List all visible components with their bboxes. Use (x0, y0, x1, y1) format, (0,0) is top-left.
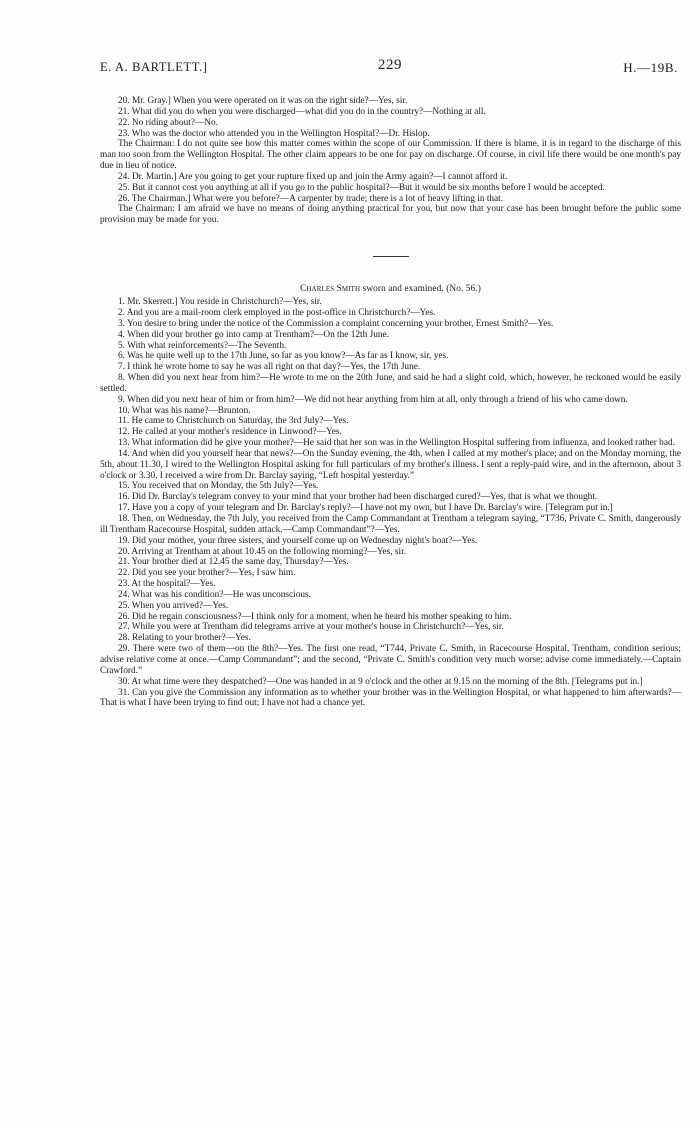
paragraph: 12. He called at your mother's residence in Linwood?—Yes. (118, 427, 342, 438)
paragraph: 26. Did he regain consciousness?—I think only for a moment, when he heard his mother speaking to him. (118, 611, 512, 622)
page-number: 229 (377, 57, 403, 73)
paragraph: 29. There were two of them—on the 8th?—Yes. The first one read, “T744, Private C. Smith, in Racecourse Hospital, Trentham, condition serious; advise relative come at once.—Camp Commandant”; and the second, “Private C. Smith's condition very much worse; advise come immediately.—Captain Crawford.” (100, 644, 681, 676)
paragraph: 9. When did you next hear of him or from him?—We did not hear anything from him at all, only through a friend of his who came down. (118, 394, 628, 405)
paragraph: 21. Your brother died at 12.45 the same day, Thursday?—Yes. (118, 557, 349, 568)
paragraph: 28. Relating to your brother?—Yes. (118, 633, 251, 644)
paragraph: 2. And you are a mail-room clerk employed in the post-office in Christchurch?—Yes. (118, 307, 436, 318)
paragraph: The Chairman: I am afraid we have no means of doing anything practical for you, but now that your case has been brought before the public some provision may be made for you. (100, 204, 681, 226)
paragraph: 7. I think he wrote home to say he was all right on that day?—Yes, the 17th June. (118, 362, 421, 373)
paragraph: 23. Who was the doctor who attended you in the Wellington Hospital?—Dr. Hislop. (118, 128, 430, 139)
paragraph: 24. Dr. Martin.] Are you going to get your rupture fixed up and join the Army again?—I cannot afford it. (118, 171, 508, 182)
paragraph: 24. What was his condition?—He was unconscious. (118, 589, 311, 600)
report-code: H.—19B. (623, 60, 678, 75)
witness-name: Charles Smith (300, 284, 361, 295)
paragraph: 11. He came to Christchurch on Saturday, the 3rd July?—Yes. (118, 416, 349, 427)
paragraph: 5. With what reinforcements?—The Seventh. (118, 340, 287, 351)
paragraph: 22. No riding about?—No. (118, 117, 218, 128)
paragraph: 22. Did you see your brother?—Yes, I saw him. (118, 568, 296, 579)
paragraph: 6. Was he quite well up to the 17th June, so far as you know?—As far as I know, sir, yes. (118, 351, 449, 362)
paragraph: 3. You desire to bring under the notice of the Commission a complaint concerning your brother, Ernest Smith?—Yes. (118, 318, 554, 329)
paragraph: 25. When you arrived?—Yes. (118, 600, 229, 611)
paragraph: 10. What was his name?—Brunton. (118, 405, 251, 416)
paragraph: 31. Can you give the Commission any information as to whether your brother was in the Wellington Hospital, or what happened to him afterwards?—That is what I have been trying to find out; I have not had a chance yet. (100, 687, 681, 709)
paragraph: 21. What did you do when you were discharged—what did you do in the country?—Nothing at all. (118, 106, 486, 117)
paragraph: 18. Then, on Wednesday, the 7th July, you received from the Camp Commandant at Trentham a telegram saying, “T736, Private C. Smith, dangerously ill Trentham Racecourse Hospital, sudden attack.—Camp Commandant”?—Yes. (100, 514, 681, 535)
paragraph: 20. Arriving at Trentham at about 10.45 on the following morning?—Yes, sir. (118, 546, 407, 557)
paragraph: 23. At the hospital?—Yes. (118, 579, 216, 590)
paragraph: 19. Did your mother, your three sisters, and yourself come up on Wednesday night's boat?—Yes. (118, 535, 478, 546)
paragraph: 13. What information did he give your mother?—He said that her son was in the Wellington Hospital suffering from influenza, and looked rather bad. (118, 438, 675, 449)
section-one (100, 96, 681, 226)
witness-running-head: E. A. BARTLETT.] (100, 60, 208, 74)
paragraph: 8. When did you next hear from him?—He wrote to me on the 20th June, and said he had a slight cold, which, however, he reckoned would be easily settled. (100, 373, 681, 394)
paragraph: The Chairman: I do not quite see how this matter comes within the scope of our Commission. If there is blame, it is in regard to the discharge of this man too soon from the Wellington Hospital. The other claim appears to be one for pay on discharge. Of course, in civil life there would be one month's pay due in lieu of notice. (100, 139, 681, 172)
witness-heading-rest: sworn and examined. (No. 56.) (360, 284, 481, 295)
paragraph: 25. But it cannot cost you anything at all if you go to the public hospital?—But it would be six months before I would be accepted. (118, 182, 605, 193)
paragraph: 14. And when did you yourself hear that news?—On the Sunday evening, the 4th, when I called at my mother's place; and on the Monday morning, the 5th, about 11.30, I wired to the Wellington Hospital asking for full particulars of my brother's illness. I sent a reply-paid wire, and in the afternoon, about 3 o'clock or 3.30, I received a wire from Dr. Barclay saying, “Left hospital yesterday.” (100, 448, 681, 481)
paragraph: 27. While you were at Trentham did telegrams arrive at your mother's house in Christchurch?—Yes, sir. (118, 622, 504, 633)
page-header (100, 57, 680, 80)
page-body (100, 96, 681, 709)
paragraph: 20. Mr. Gray.] When you were operated on it was on the right side?—Yes, sir. (118, 96, 408, 106)
section-divider (373, 256, 409, 257)
witness-heading (100, 284, 681, 295)
paragraph: 17. Have you a copy of your telegram and Dr. Barclay's reply?—I have not my own, but I have Dr. Barclay's wire. [Telegram put in.] (118, 503, 613, 514)
paragraph: 26. The Chairman.] What were you before?—A carpenter by trade; there is a lot of heavy lifting in that. (118, 193, 504, 204)
section-two (100, 297, 681, 709)
paragraph: 16. Did Dr. Barclay's telegram convey to your mind that your brother had been discharged cured?—Yes, that is what we thought. (118, 492, 598, 503)
paragraph: 15. You received that on Monday, the 5th July?—Yes. (118, 481, 319, 492)
paragraph: 4. When did your brother go into camp at Trentham?—On the 12th June. (118, 329, 389, 340)
paragraph: 30. At what time were they despatched?—One was handed in at 9 o'clock and the other at 9.15 on the morning of the 8th. [Telegrams put in.] (118, 676, 643, 687)
paragraph: 1. Mr. Skerrett.] You reside in Christchurch?—Yes, sir. (118, 297, 322, 308)
